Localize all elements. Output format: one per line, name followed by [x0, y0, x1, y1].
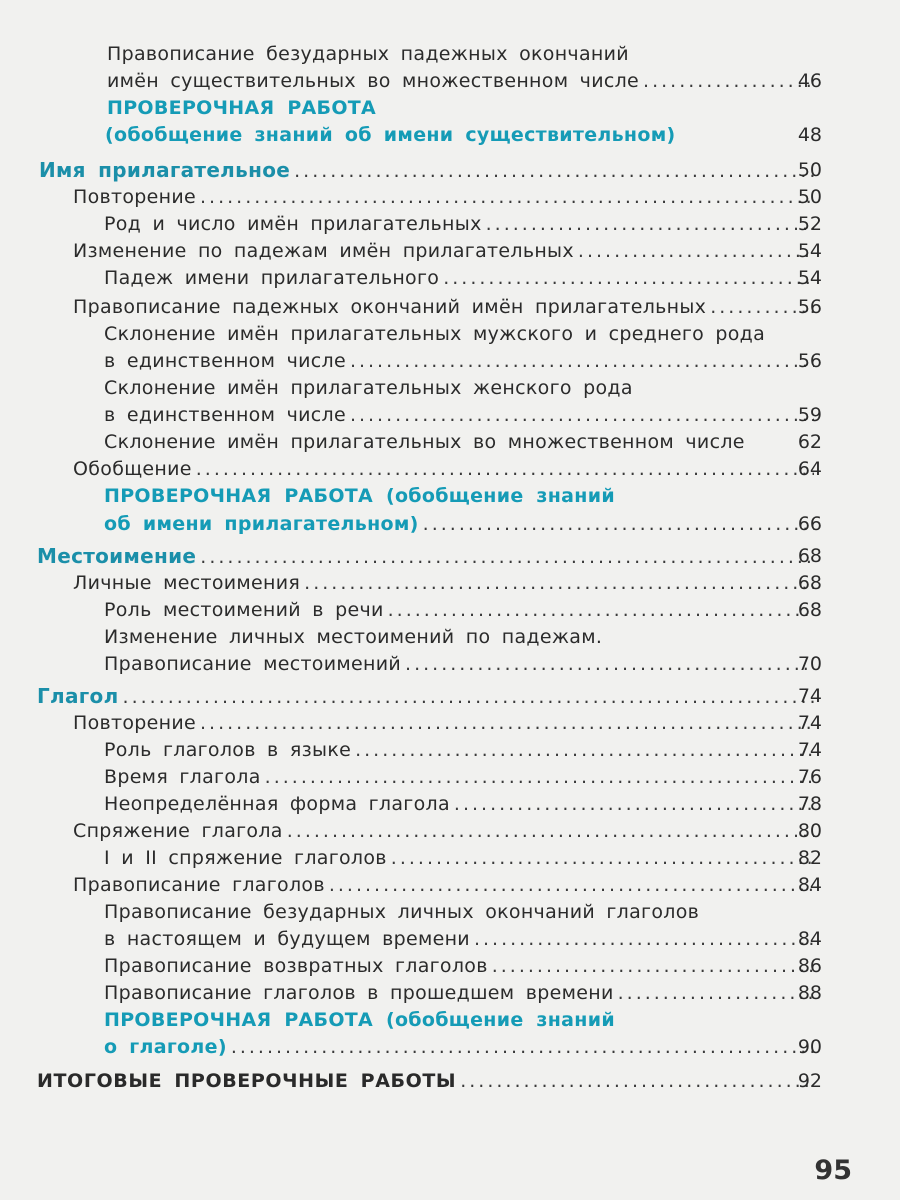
toc-entry	[104, 429, 822, 455]
toc-page-number: 52	[797, 213, 822, 235]
toc-section	[39, 157, 822, 184]
section-title: Имя прилагательное	[39, 158, 291, 182]
toc-entry	[104, 348, 822, 374]
toc-entry	[105, 122, 822, 148]
toc-entry	[104, 764, 822, 790]
test-heading: ПРОВЕРОЧНАЯ РАБОТА (обобщение знаний	[104, 1009, 615, 1031]
toc-page-number: 59	[797, 404, 822, 426]
toc-page-number: 48	[797, 124, 822, 146]
toc-entry-text: Склонение имён прилагательных во множественном числе	[104, 431, 745, 453]
toc-entry-text: Спряжение глагола	[73, 820, 283, 842]
toc-page-number: 74	[797, 739, 822, 761]
toc-entry	[73, 294, 822, 320]
toc-entry-text: в единственном числе	[104, 350, 346, 372]
dot-leader	[329, 872, 814, 898]
toc-entry	[104, 980, 822, 1006]
toc-entry-text: в единственном числе	[104, 404, 346, 426]
toc-page-number: 56	[797, 350, 822, 372]
toc-entry-text: в настоящем и будущем времени	[104, 928, 470, 950]
toc-entry	[73, 570, 822, 596]
toc-page-number: 88	[797, 982, 822, 1004]
toc-page-number: 76	[797, 766, 822, 788]
dot-leader	[578, 238, 814, 264]
toc-page-number: 90	[797, 1036, 822, 1058]
dot-leader	[388, 597, 814, 623]
test-heading: ПРОВЕРОЧНАЯ РАБОТА (обобщение знаний	[104, 485, 615, 507]
toc-entry	[104, 737, 822, 763]
dot-leader	[304, 570, 814, 596]
dot-leader	[196, 456, 814, 482]
toc-entry-text: I и II спряжение глаголов	[104, 847, 387, 869]
dot-leader	[405, 651, 814, 677]
toc-page-number: 54	[797, 267, 822, 289]
toc-entry	[104, 651, 822, 677]
toc-entry-text: Личные местоимения	[73, 572, 301, 594]
toc-entry	[73, 818, 822, 844]
toc-entry-text: об имени прилагательном)	[104, 513, 419, 535]
toc-page-number: 84	[797, 928, 822, 950]
toc-entry	[104, 511, 822, 537]
section-title: Глагол	[37, 684, 119, 708]
toc-entry: Склонение имён прилагательных мужского и среднего рода	[104, 323, 766, 345]
toc-entry-text: Изменение по падежам имён прилагательных	[73, 240, 574, 262]
toc-entry-text: Род и число имён прилагательных	[104, 213, 482, 235]
test-heading: ПРОВЕРОЧНАЯ РАБОТА	[107, 97, 377, 119]
toc-page-number: 50	[797, 186, 822, 208]
dot-leader	[123, 684, 814, 710]
section-title: Местоимение	[37, 544, 197, 568]
toc-entry-text: имён существительных во множественном числе	[107, 70, 640, 92]
toc-page-number: 74	[797, 712, 822, 734]
toc-entry	[104, 926, 822, 952]
toc-page-number: 82	[797, 847, 822, 869]
toc-entry-text: Роль местоимений в речи	[104, 599, 384, 621]
toc-entry	[73, 710, 822, 736]
dot-leader	[350, 348, 814, 374]
toc-entry	[104, 953, 822, 979]
toc-page-number: 46	[797, 70, 822, 92]
toc-entry-text: Правописание падежных окончаний имён прилагательных	[73, 296, 707, 318]
toc-page-number: 62	[797, 431, 822, 453]
toc-page-number: 78	[797, 793, 822, 815]
toc-entry: Изменение личных местоимений по падежам.	[104, 626, 603, 648]
dot-leader	[350, 402, 814, 428]
toc-page-number: 68	[797, 599, 822, 621]
toc-page-number: 66	[797, 513, 822, 535]
toc-entry	[104, 845, 822, 871]
toc-page-number: 50	[797, 159, 822, 181]
dot-leader	[200, 710, 814, 736]
toc-entry-text: (обобщение знаний об имени существительном)	[105, 124, 676, 146]
dot-leader	[294, 158, 814, 184]
dot-leader	[454, 791, 814, 817]
toc-page-number: 64	[797, 458, 822, 480]
dot-leader	[200, 184, 814, 210]
dot-leader	[486, 211, 814, 237]
toc-entry: Правописание безударных личных окончаний глаголов	[104, 901, 700, 923]
toc-page-number: 92	[797, 1070, 822, 1092]
dot-leader	[423, 511, 814, 537]
toc-page-number: 86	[797, 955, 822, 977]
toc-page-number: 68	[797, 572, 822, 594]
toc-entry	[104, 791, 822, 817]
toc-entry-text: Правописание местоимений	[104, 653, 402, 675]
toc-page-number: 74	[797, 685, 822, 707]
toc-page-number: 56	[797, 296, 822, 318]
toc-page-number: 80	[797, 820, 822, 842]
toc-entry-text: Повторение	[73, 186, 197, 208]
toc-entry	[104, 597, 822, 623]
toc-entry	[73, 238, 822, 264]
toc-entry-text: Правописание возвратных глаголов	[104, 955, 488, 977]
toc-entry	[104, 402, 822, 428]
toc-entry-text: о глаголе)	[104, 1036, 227, 1058]
dot-leader	[391, 845, 814, 871]
toc-entry-text: Обобщение	[73, 458, 192, 480]
dot-leader	[443, 265, 814, 291]
toc-page-number: 84	[797, 874, 822, 896]
dot-leader	[355, 737, 814, 763]
toc-page-number: 68	[797, 545, 822, 567]
toc-page-number: 54	[797, 240, 822, 262]
toc-entry	[104, 211, 822, 237]
toc-entry-text: Неопределённая форма глагола	[104, 793, 450, 815]
dot-leader	[287, 818, 814, 844]
toc-entry	[104, 1034, 822, 1060]
toc-entry-text: Падеж имени прилагательного	[104, 267, 440, 289]
dot-leader	[492, 953, 814, 979]
toc-entry	[73, 184, 822, 210]
dot-leader	[474, 926, 814, 952]
toc-entry: Склонение имён прилагательных женского рода	[104, 377, 633, 399]
dot-leader	[231, 1034, 814, 1060]
dot-leader	[460, 1068, 814, 1094]
toc-entry-text: Время глагола	[104, 766, 261, 788]
toc-section	[37, 1068, 822, 1094]
toc-entry	[104, 265, 822, 291]
toc-entry	[107, 68, 822, 94]
toc-entry-text: Правописание глаголов	[73, 874, 325, 896]
page-number: 95	[814, 1155, 852, 1186]
toc-entry	[73, 872, 822, 898]
toc-section	[37, 543, 822, 570]
toc-entry-text: Повторение	[73, 712, 197, 734]
dot-leader	[200, 544, 814, 570]
toc-section	[37, 683, 822, 710]
toc-entry-text: Роль глаголов в языке	[104, 739, 352, 761]
toc-entry: Правописание безударных падежных окончаний	[107, 43, 629, 65]
toc-entry-text: Правописание глаголов в прошедшем времени	[104, 982, 614, 1004]
toc-entry	[73, 456, 822, 482]
section-title: ИТОГОВЫЕ ПРОВЕРОЧНЫЕ РАБОТЫ	[37, 1070, 457, 1092]
dot-leader	[265, 764, 814, 790]
toc-page-number: 70	[797, 653, 822, 675]
